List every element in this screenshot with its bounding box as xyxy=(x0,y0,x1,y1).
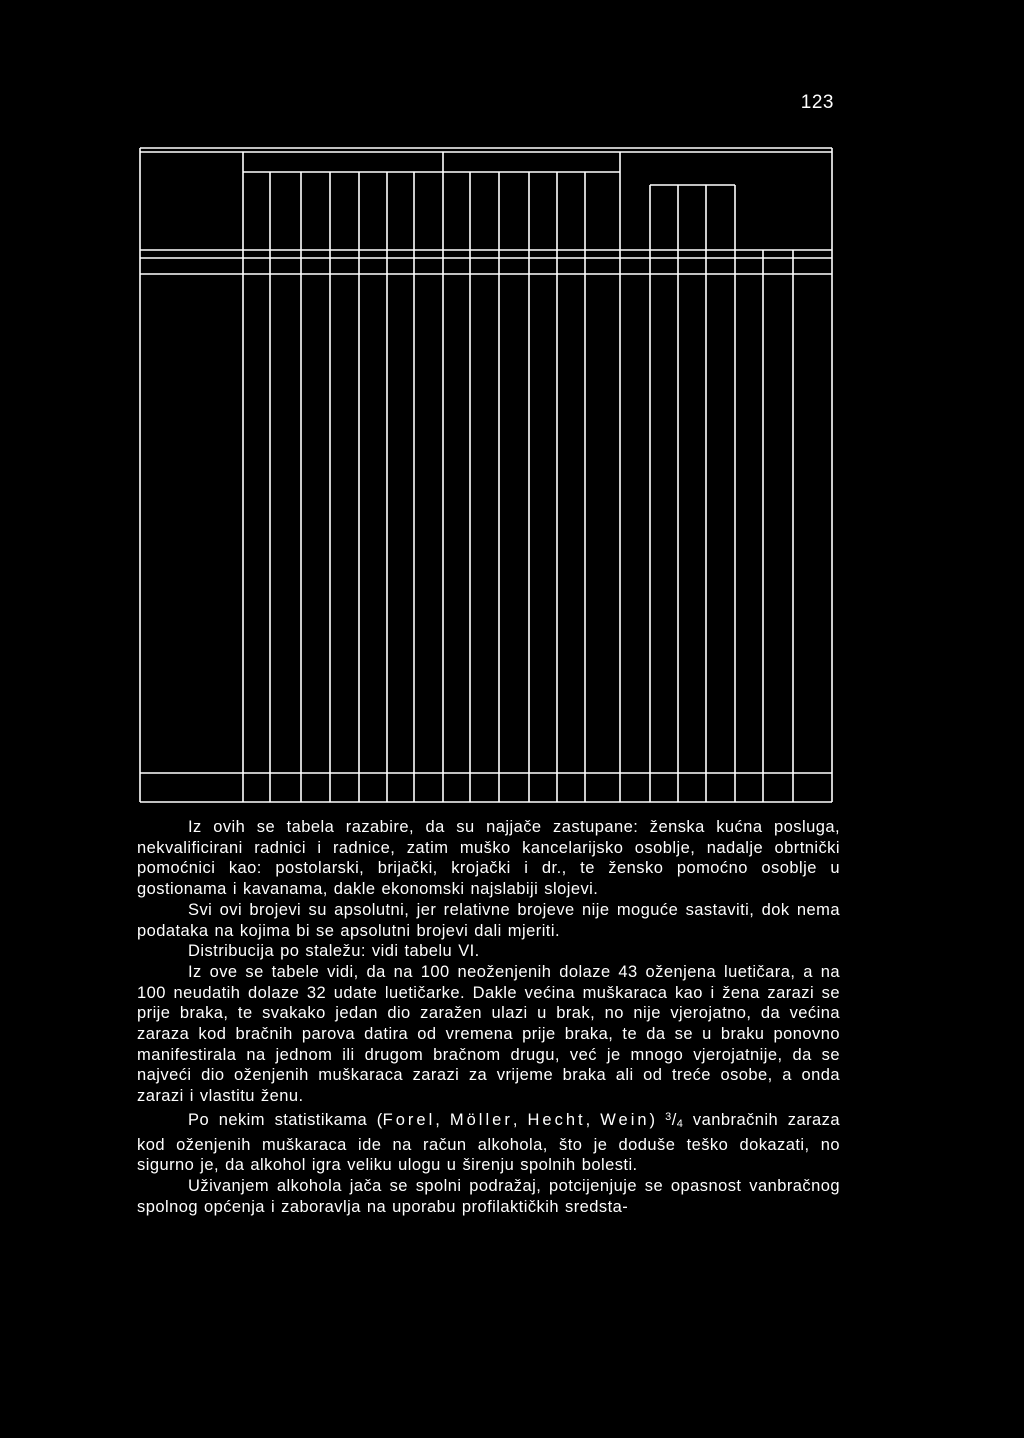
paragraph-3: Distribucija po staležu: vidi tabelu VI. xyxy=(188,942,480,961)
p5-start: Po nekim statistikama ( xyxy=(188,1110,383,1129)
author-wein: Wein xyxy=(600,1110,650,1129)
p5-rest: vanbračnih zaraza kod oženjenih muškaraca ide na račun alkohola, što je doduše teško dokazati, no sigurno je, da alkohol igra veliku ulogu u širenju spolnih bolesti. xyxy=(137,1110,840,1175)
paragraph-2: Svi ovi brojevi su apsolutni, jer relativne brojeve nije moguće sastaviti, dok nema podataka na kojima bi se apsolutni brojevi dali mjeriti. xyxy=(137,900,840,940)
ratio-numerator: 3 xyxy=(665,1110,672,1123)
page-number: 123 xyxy=(800,92,834,113)
ratio-denominator: 4 xyxy=(676,1117,684,1130)
paragraph-6: Uživanjem alkohola jača se spolni podražaj, potcijenjuje se opasnost vanbračnog spolnog općenja i zaboravlja na uporabu profilaktičkih sredsta- xyxy=(137,1176,840,1216)
body-text xyxy=(137,817,840,1217)
paragraph-1: Iz ovih se tabela razabire, da su najjače zastupane: ženska kućna posluga, nekvalificirani radnici i radnice, zatim muško kancelarijsko osoblje, nadalje obrtnički pomoćnici kao: postolarski, brijački, krojački i dr., te žensko pomoćno osoblje u gostionama i kavanama, dakle ekonomski najslabiji slojevi. xyxy=(137,818,840,899)
author-moller: Möller xyxy=(449,1110,513,1129)
author-hecht: Hecht xyxy=(527,1110,586,1129)
paragraph-4: Iz ove se tabele vidi, da na 100 neoženjenih dolaze 43 oženjena luetičara, a na 100 neudatih dolaze 32 udate luetičarke. Dakle većina muškaraca kao i žena zarazi se prije braka, te svakako jedan dio zaražen ulazi u brak, no nije vjerojatno, da većina zaraza kod bračnih parova datira od vremena prije braka, te da se u braku ponovno manifestirala na jednom ili drugom bračnom drugu, već je mnogo vjerojatnije, da se najveći dio oženjenih muškaraca zarazi za vrijeme braka ali od treće osobe, a onda zarazi i vlastitu ženu. xyxy=(137,962,840,1106)
author-forel: Forel xyxy=(382,1110,436,1129)
paragraph-5: Po nekim statistikama (Forel, Möller, Hecht, Wein) $^3$/4 vanbračnih zaraza kod oženjenih muškaraca ide na račun alkohola, što je doduše teško dokazati, no sigurno je, da alkohol igra veliku ulogu u širenju spolnih bolesti. xyxy=(137,1110,840,1175)
